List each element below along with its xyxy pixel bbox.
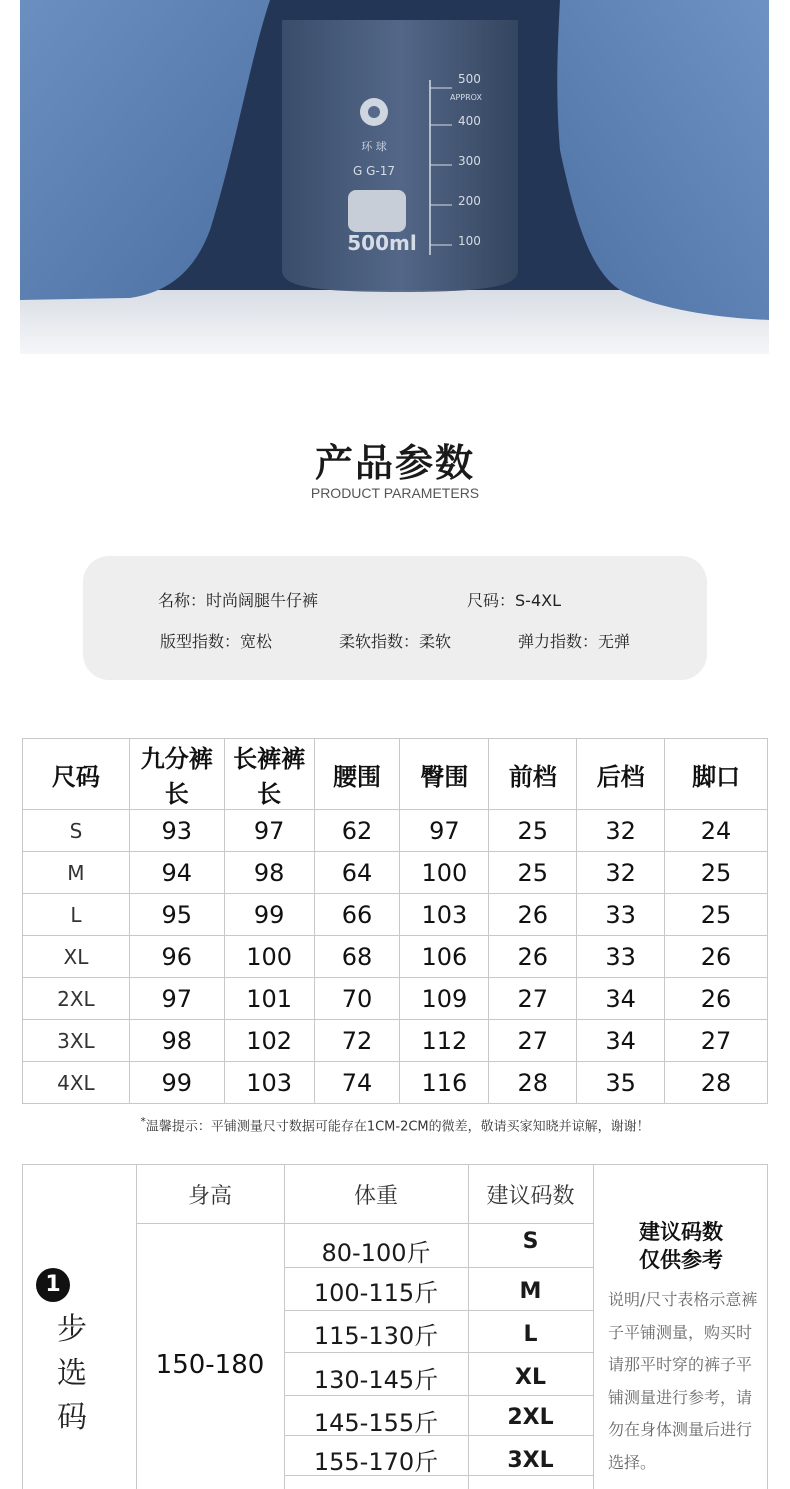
suggested-size-cell: 2XL (507, 1405, 554, 1430)
value-cell: 74 (314, 1062, 400, 1104)
value-cell: 72 (314, 1020, 400, 1062)
size-chart-header-row (23, 739, 768, 810)
suggested-size-cell: L (523, 1322, 538, 1347)
height-range: 150-180 (155, 1350, 265, 1380)
product-info-box (83, 556, 707, 680)
value-cell: 34 (577, 978, 665, 1020)
size-chart-table (22, 738, 768, 1104)
table-row (23, 1020, 768, 1062)
step-number-badge: 1 (36, 1268, 70, 1302)
beaker-approx: APPROX (450, 93, 482, 102)
value-cell: 98 (129, 1020, 224, 1062)
suggested-size-cell: M (519, 1279, 542, 1304)
size-range-label: 尺码： (467, 591, 516, 610)
value-cell: 25 (489, 852, 577, 894)
note-text: 温馨提示：平铺测量尺寸数据可能存在1CM-2CM的微差，敬请买家知晓并谅解，谢谢！ (145, 1119, 650, 1135)
header-weight: 体重 (353, 1184, 398, 1209)
header-suggested-size: 建议码数 (486, 1184, 575, 1209)
value-cell: 32 (577, 810, 665, 852)
value-cell: 116 (400, 1062, 489, 1104)
value-cell: 103 (224, 1062, 314, 1104)
table-row (23, 894, 768, 936)
value-cell: 35 (577, 1062, 665, 1104)
size-cell: L (23, 894, 130, 936)
scale-mark: 400 (458, 114, 481, 128)
product-name (158, 588, 318, 611)
softness-index (339, 629, 451, 652)
recommendation-title (593, 1218, 769, 1274)
value-cell: 28 (665, 1062, 768, 1104)
beaker-model: G G-17 (352, 164, 396, 178)
scale-mark: 200 (458, 194, 481, 208)
value-cell: 97 (224, 810, 314, 852)
value-cell: 24 (665, 810, 768, 852)
value-cell: 94 (129, 852, 224, 894)
recommendation-description: 说明/尺寸表格示意裤子平铺测量，购买时请那平时穿的裤子平铺测量进行参考，请勿在身体测量后进行选择。 (608, 1290, 758, 1472)
header-height: 身高 (187, 1184, 232, 1209)
beaker-brand: 环 球 (361, 140, 387, 153)
value-cell: 62 (314, 810, 400, 852)
recommendation-title-line1: 建议码数 (639, 1220, 723, 1244)
beaker (282, 20, 518, 292)
value-cell: 26 (665, 978, 768, 1020)
stretch-index-label: 弹力指数： (518, 632, 599, 651)
weight-cell: 155-170斤 (313, 1448, 439, 1476)
softness-index-label: 柔软指数： (339, 632, 420, 651)
recommendation-title-line2: 仅供参考 (639, 1248, 723, 1272)
section-subtitle: PRODUCT PARAMETERS (310, 485, 480, 501)
header-back-rise: 后档 (577, 739, 665, 810)
value-cell: 25 (489, 810, 577, 852)
jeans-beaker-illustration (20, 0, 769, 354)
value-cell: 102 (224, 1020, 314, 1062)
value-cell: 27 (489, 1020, 577, 1062)
value-cell: 26 (665, 936, 768, 978)
value-cell: 95 (129, 894, 224, 936)
size-cell: M (23, 852, 130, 894)
size-cell: XL (23, 936, 130, 978)
value-cell: 93 (129, 810, 224, 852)
table-row (23, 936, 768, 978)
value-cell: 106 (400, 936, 489, 978)
size-cell: S (23, 810, 130, 852)
value-cell: 34 (577, 1020, 665, 1062)
size-cell: 4XL (23, 1062, 130, 1104)
stretch-index (518, 629, 630, 652)
suggested-size-cell: 3XL (507, 1448, 554, 1473)
value-cell: 100 (224, 936, 314, 978)
value-cell: 70 (314, 978, 400, 1020)
product-photo (20, 0, 769, 354)
value-cell: 96 (129, 936, 224, 978)
value-cell: 99 (129, 1062, 224, 1104)
table-row (23, 978, 768, 1020)
header-size: 尺码 (23, 739, 130, 810)
product-name-value: 时尚阔腿牛仔裤 (206, 591, 319, 610)
value-cell: 101 (224, 978, 314, 1020)
value-cell: 27 (489, 978, 577, 1020)
weight-cell: 145-155斤 (313, 1409, 439, 1437)
step-label: 步选码 (57, 1312, 87, 1435)
suggested-size-cell: XL (515, 1365, 546, 1390)
measurement-note (0, 1115, 790, 1134)
value-cell: 64 (314, 852, 400, 894)
header-waist: 腰围 (314, 739, 400, 810)
value-cell: 99 (224, 894, 314, 936)
scale-mark: 100 (458, 234, 481, 248)
fit-index-value: 宽松 (240, 632, 273, 651)
fit-index (160, 629, 272, 652)
softness-index-value: 柔软 (419, 632, 452, 651)
value-cell: 97 (400, 810, 489, 852)
value-cell: 27 (665, 1020, 768, 1062)
product-size-range (467, 588, 561, 611)
scale-mark: 500 (458, 72, 481, 86)
weight-cell: 80-100斤 (321, 1239, 431, 1267)
table-row (23, 1062, 768, 1104)
scale-mark: 300 (458, 154, 481, 168)
value-cell: 25 (665, 894, 768, 936)
value-cell: 28 (489, 1062, 577, 1104)
product-name-label: 名称： (158, 591, 207, 610)
stretch-index-value: 无弹 (598, 632, 631, 651)
size-range-value: S-4XL (515, 591, 561, 610)
value-cell: 97 (129, 978, 224, 1020)
value-cell: 100 (400, 852, 489, 894)
value-cell: 66 (314, 894, 400, 936)
section-title: 产品参数 (314, 441, 475, 485)
table-row (23, 852, 768, 894)
header-leg-opening: 脚口 (665, 739, 768, 810)
value-cell: 26 (489, 936, 577, 978)
weight-cell: 100-115斤 (313, 1279, 439, 1307)
size-cell: 3XL (23, 1020, 130, 1062)
weight-cell: 115-130斤 (313, 1322, 439, 1350)
beaker-volume: 500ml (347, 231, 417, 255)
value-cell: 109 (400, 978, 489, 1020)
weight-cell: 130-145斤 (313, 1366, 439, 1394)
value-cell: 33 (577, 936, 665, 978)
value-cell: 68 (314, 936, 400, 978)
header-hip: 臀围 (400, 739, 489, 810)
value-cell: 32 (577, 852, 665, 894)
table-row (23, 810, 768, 852)
fit-index-label: 版型指数： (160, 632, 241, 651)
note-asterisk: * (140, 1115, 146, 1128)
header-cropped-length: 九分裤长 (129, 739, 224, 810)
header-full-length: 长裤裤长 (224, 739, 314, 810)
header-front-rise: 前档 (489, 739, 577, 810)
value-cell: 33 (577, 894, 665, 936)
size-cell: 2XL (23, 978, 130, 1020)
value-cell: 25 (665, 852, 768, 894)
value-cell: 112 (400, 1020, 489, 1062)
value-cell: 103 (400, 894, 489, 936)
value-cell: 98 (224, 852, 314, 894)
value-cell: 26 (489, 894, 577, 936)
suggested-size-cell: S (522, 1229, 539, 1254)
